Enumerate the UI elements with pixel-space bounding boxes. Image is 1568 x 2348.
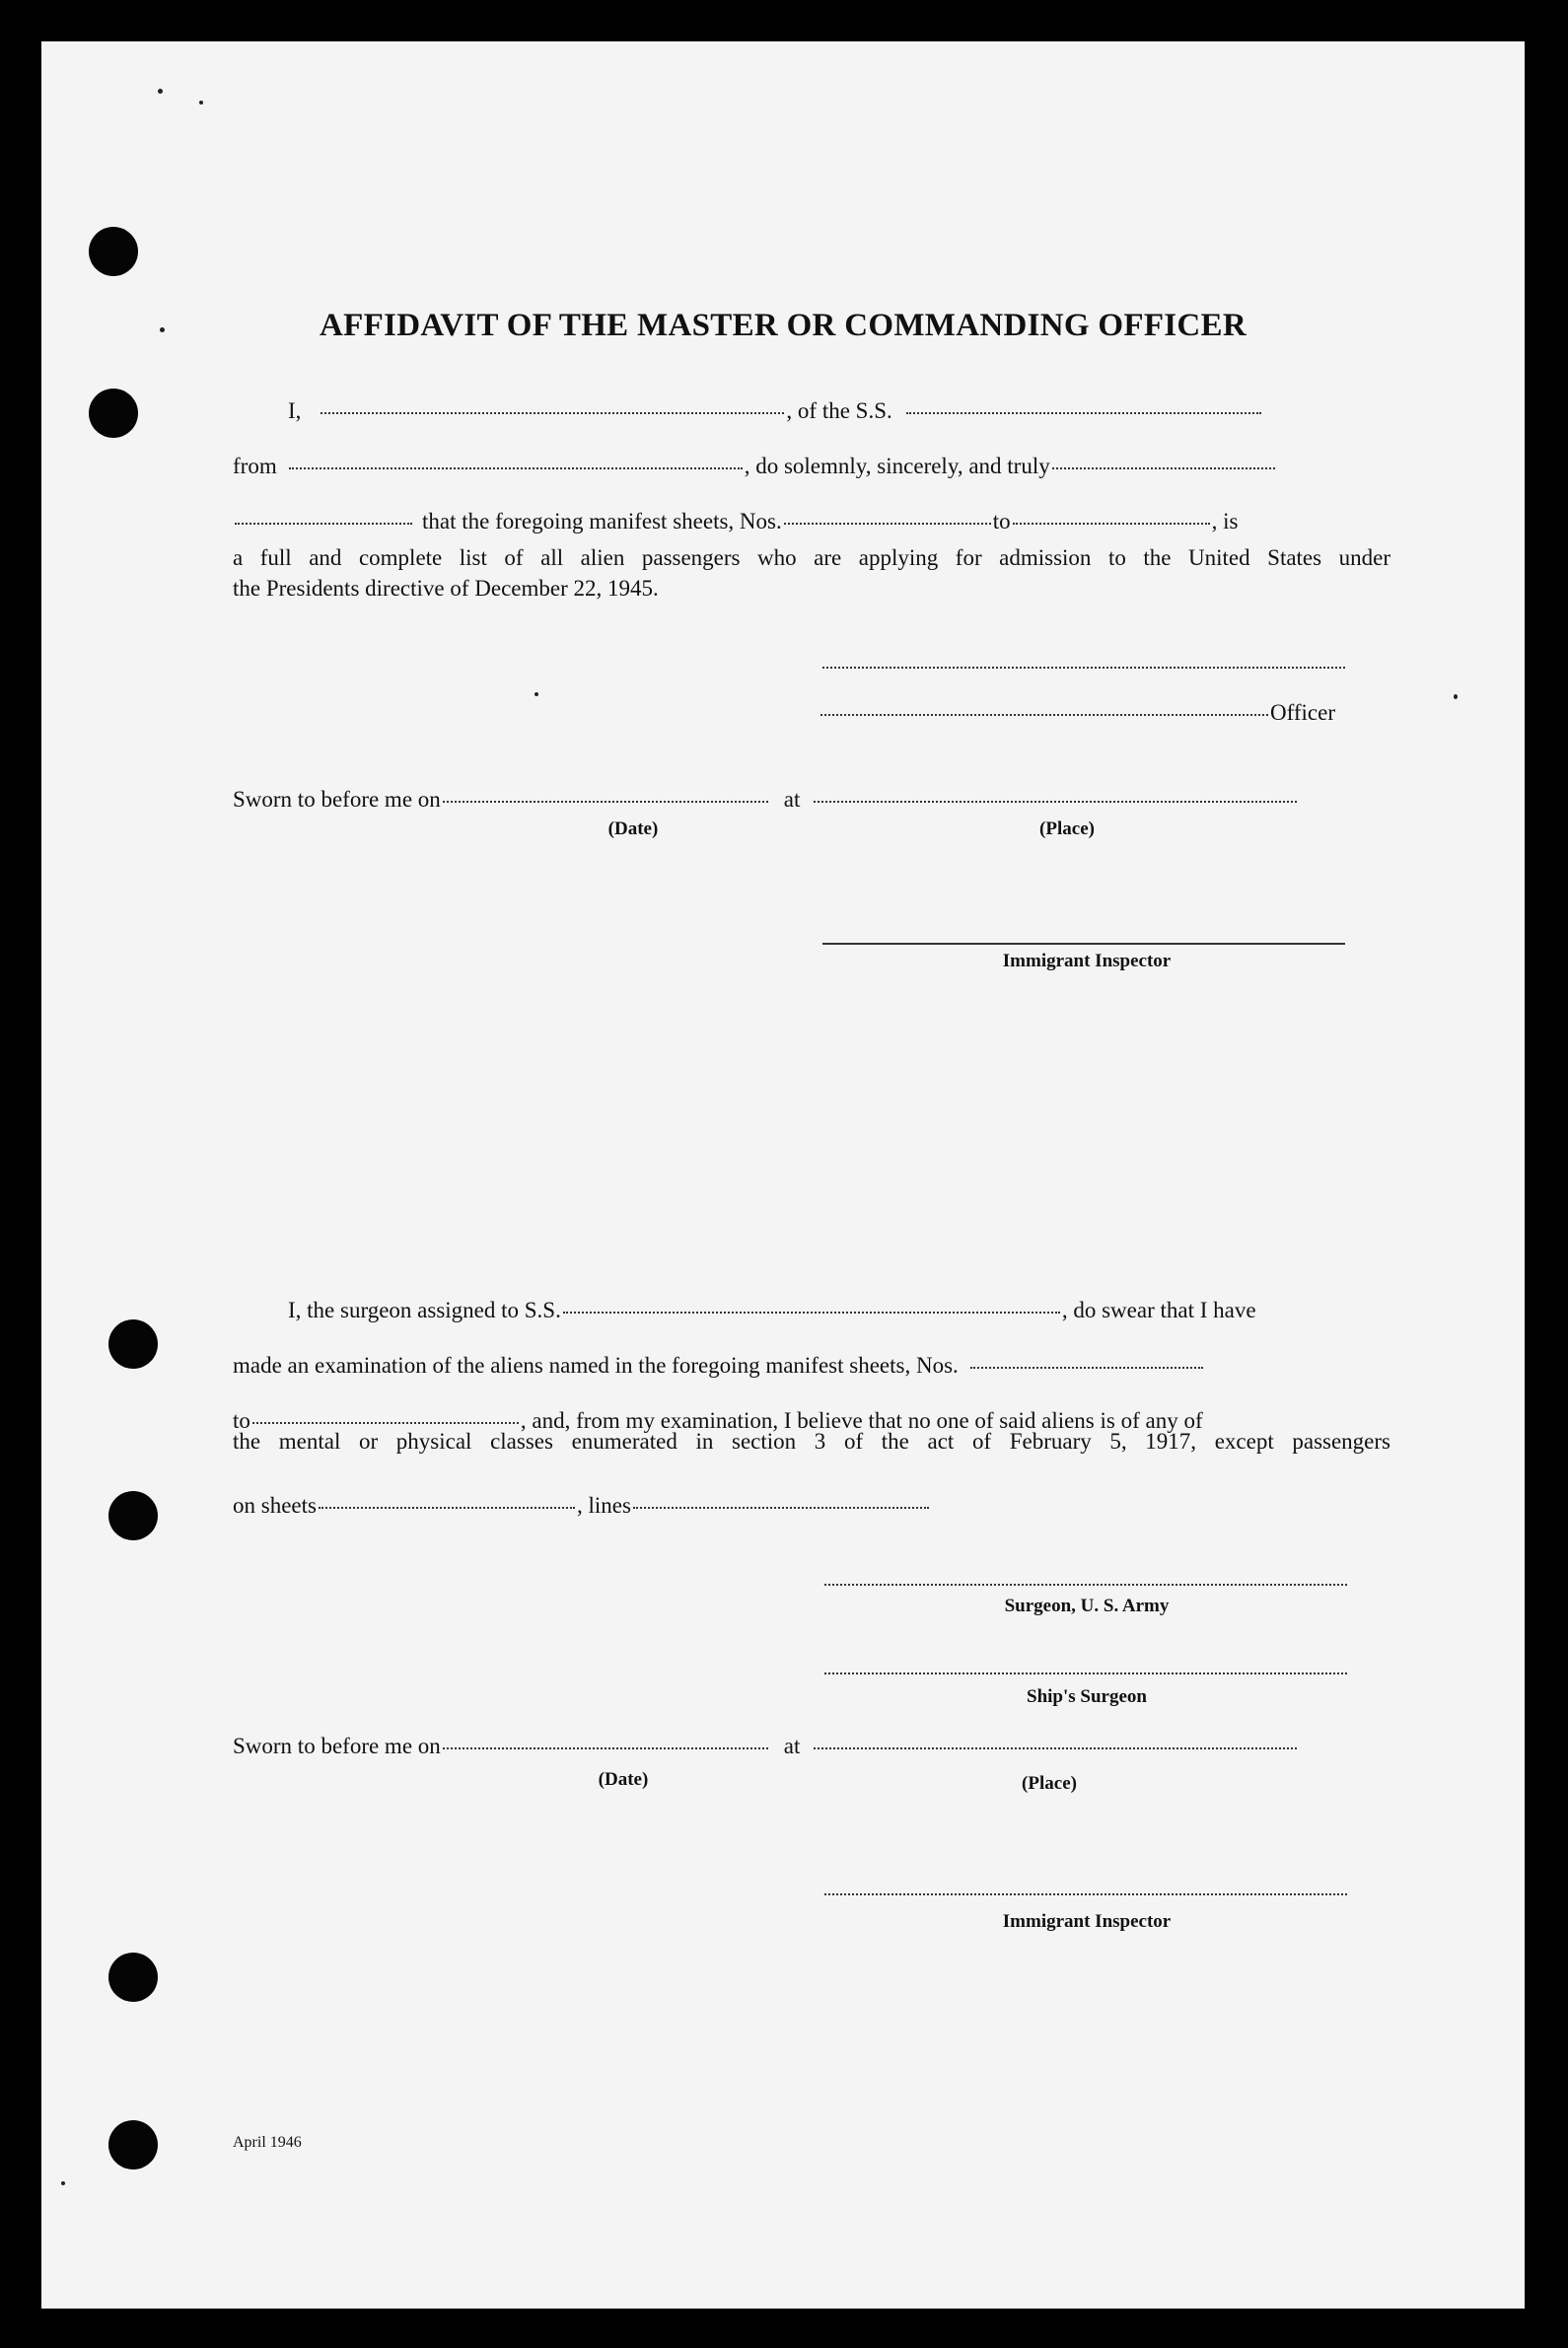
- form-date: April 1946: [233, 2134, 302, 2151]
- text-of-ss: , of the S.S.: [786, 398, 892, 423]
- officer-label: Officer: [1270, 700, 1335, 725]
- sheets-line: [233, 509, 1238, 534]
- text-on-sheets: on sheets: [233, 1493, 317, 1518]
- surgeon-line-5: [233, 1493, 931, 1519]
- affidavit-body-line: the Presidents directive of December 22, 1945.: [233, 576, 659, 601]
- master-name-field[interactable]: [321, 412, 784, 414]
- date-caption: (Date): [607, 818, 659, 839]
- place-caption-2: (Place): [1022, 1773, 1077, 1794]
- inspector-caption-2: Immigrant Inspector: [1002, 1911, 1172, 1932]
- text-to: to: [992, 509, 1011, 534]
- ship-surgeon-caption: Ship's Surgeon: [1027, 1686, 1147, 1707]
- oath-verb-field[interactable]: [235, 523, 412, 525]
- text-foregoing: that the foregoing manifest sheets, Nos.: [422, 509, 782, 534]
- sheets-from-field[interactable]: [784, 523, 991, 525]
- army-surgeon-caption: Surgeon, U. S. Army: [1004, 1596, 1170, 1616]
- speck: [535, 692, 538, 696]
- from-line: [233, 454, 1277, 479]
- text-to: to: [233, 1408, 250, 1433]
- signature-line[interactable]: [822, 667, 1345, 669]
- text-and-from: , and, from my examination, I believe that no one of said aliens is of any of: [520, 1408, 1203, 1433]
- punch-hole: [108, 1491, 158, 1540]
- punch-hole: [89, 227, 138, 276]
- text-sworn: Sworn to before me on: [233, 1734, 441, 1758]
- surgeon-sheets-from-field[interactable]: [970, 1367, 1203, 1369]
- form-page: [41, 41, 1525, 2309]
- text-lines: , lines: [576, 1493, 631, 1518]
- except-sheets-field[interactable]: [319, 1507, 575, 1509]
- officer-signature-field[interactable]: [820, 714, 1268, 716]
- speck: [158, 89, 163, 94]
- text-examination: made an examination of the aliens named in the foregoing manifest sheets, Nos.: [233, 1353, 959, 1378]
- except-lines-field[interactable]: [633, 1507, 929, 1509]
- surgeon-sheets-to-field[interactable]: [252, 1422, 519, 1424]
- ship-name-field[interactable]: [906, 412, 1261, 414]
- text-solemnly: , do solemnly, sincerely, and truly: [744, 454, 1050, 478]
- text-at: at: [783, 787, 801, 812]
- surgeon-line-1: [288, 1298, 1256, 1323]
- punch-hole: [108, 1319, 158, 1369]
- text-sworn: Sworn to before me on: [233, 787, 441, 812]
- affidavit-body-line: a full and complete list of all alien passengers who are applying for admission to the United States under: [233, 545, 1390, 570]
- speck: [61, 2181, 65, 2185]
- sheets-to-field[interactable]: [1013, 523, 1210, 525]
- sworn-date-field[interactable]: [443, 801, 768, 803]
- sworn-place-field[interactable]: [814, 801, 1297, 803]
- inspector-caption: Immigrant Inspector: [1002, 951, 1172, 971]
- surgeon-ship-field[interactable]: [563, 1312, 1060, 1314]
- text-from: from: [233, 454, 277, 478]
- inspector-signature-line[interactable]: [822, 943, 1345, 945]
- sworn-date-field-2[interactable]: [443, 1747, 768, 1749]
- page-title: AFFIDAVIT OF THE MASTER OR COMMANDING OFFICER: [320, 308, 1247, 343]
- sworn-line-2: [233, 1734, 1299, 1759]
- date-caption-2: (Date): [598, 1769, 649, 1790]
- officer-signature-line: [820, 700, 1335, 726]
- text-is: , is: [1211, 509, 1239, 534]
- surgeon-line-2: [233, 1353, 1205, 1379]
- speck: [1454, 694, 1458, 699]
- text-at: at: [783, 1734, 801, 1758]
- sworn-place-field-2[interactable]: [814, 1747, 1297, 1749]
- punch-hole: [89, 389, 138, 438]
- ship-surgeon-signature-line[interactable]: [824, 1672, 1347, 1674]
- text-do-swear: , do swear that I have: [1061, 1298, 1256, 1322]
- surgeon-body-line: the mental or physical classes enumerated in section 3 of the act of February 5, 1917, except passengers: [233, 1429, 1390, 1454]
- text-i: I,: [288, 398, 302, 423]
- sworn-line: [233, 787, 1299, 813]
- affidavit-body: [233, 542, 1390, 604]
- text-surgeon-assigned: I, the surgeon assigned to S.S.: [288, 1298, 561, 1322]
- surgeon-body: [233, 1426, 1390, 1457]
- inspector-signature-line-2[interactable]: [824, 1893, 1347, 1895]
- army-surgeon-signature-line[interactable]: [824, 1584, 1347, 1586]
- punch-hole: [108, 2120, 158, 2170]
- punch-hole: [108, 1953, 158, 2002]
- oath-type-field[interactable]: [1052, 467, 1275, 469]
- master-name-line: [288, 398, 1263, 424]
- speck: [199, 101, 203, 105]
- from-port-field[interactable]: [289, 467, 743, 469]
- place-caption: (Place): [1039, 818, 1095, 839]
